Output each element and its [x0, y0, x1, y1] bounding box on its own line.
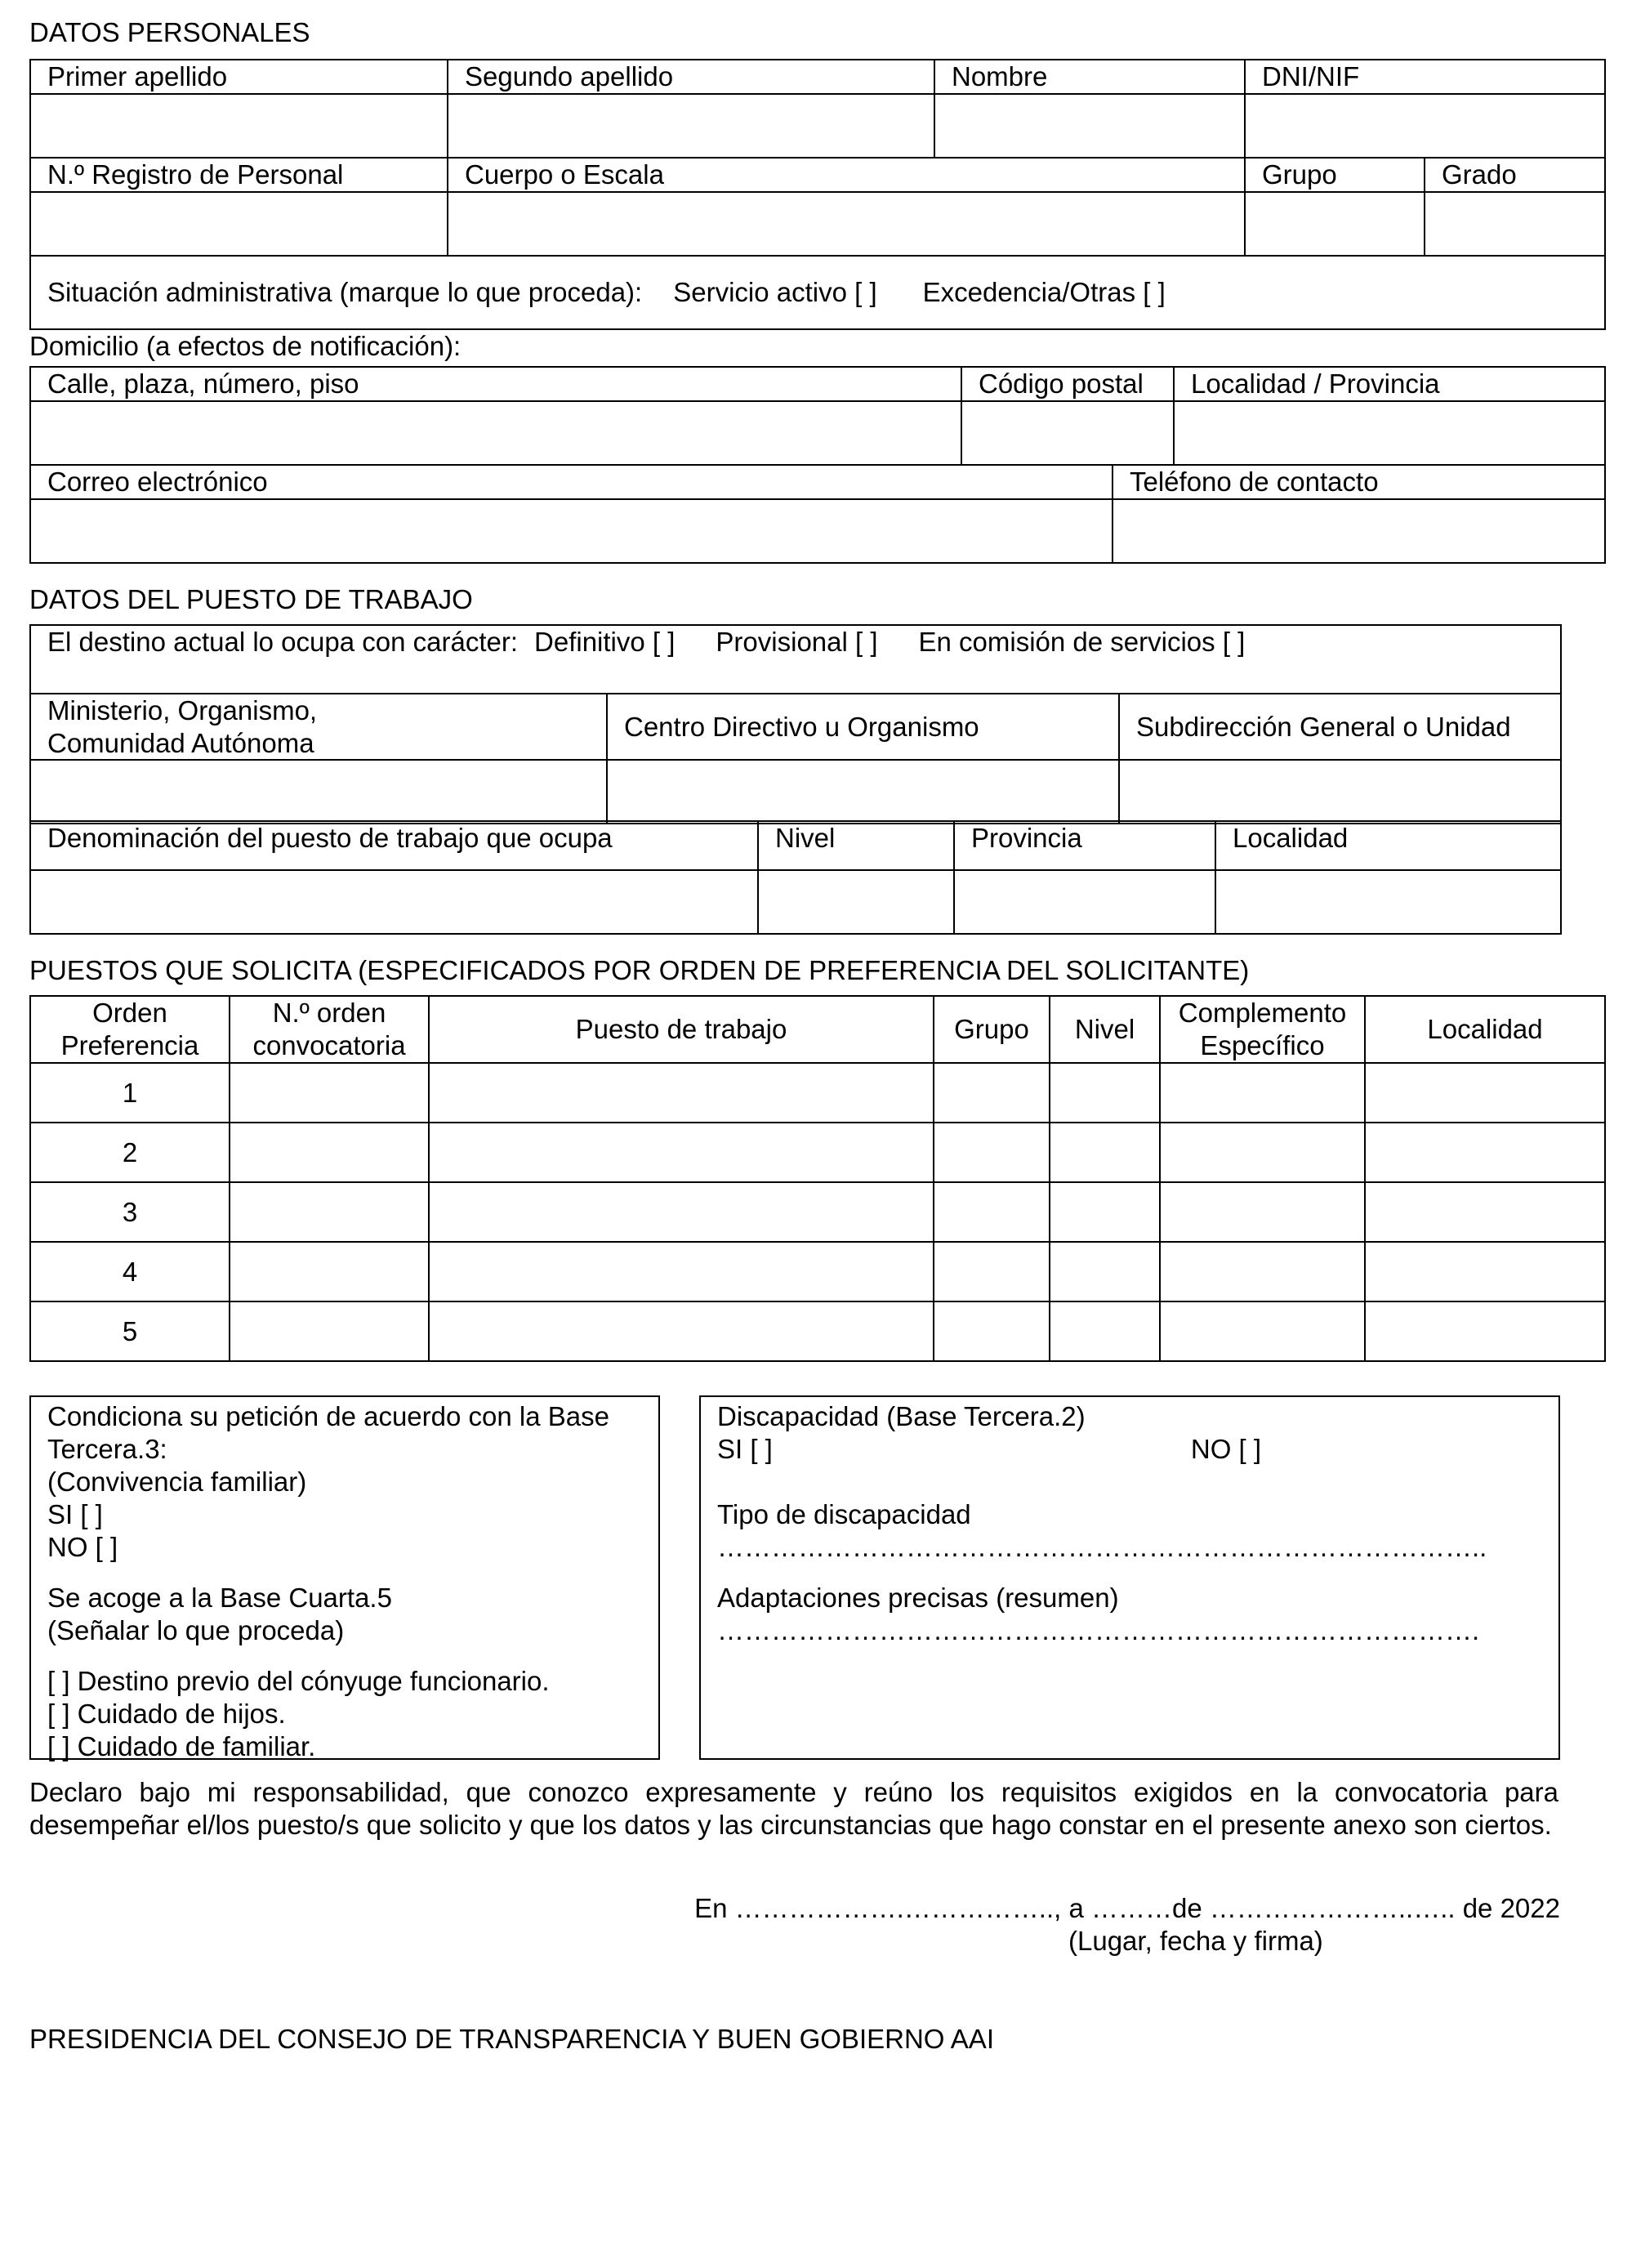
table-row [30, 1063, 1605, 1123]
cell-nivel[interactable] [1050, 1063, 1160, 1123]
cell-convocatoria[interactable] [230, 1301, 429, 1361]
cell-localidad[interactable] [1365, 1242, 1605, 1301]
situacion-administrativa [30, 256, 1605, 329]
field-subdireccion[interactable] [1119, 760, 1561, 824]
row-order: 3 [30, 1182, 230, 1242]
firma-label: (Lugar, fecha y firma) [1068, 1926, 1323, 1956]
table-row [30, 1123, 1605, 1182]
acoge-line1: Se acoge a la Base Cuarta.5 [47, 1583, 392, 1613]
label-correo: Correo electrónico [30, 465, 1113, 499]
checkbox-cuidado-familiar[interactable]: [ ] Cuidado de familiar. [47, 1731, 316, 1761]
cell-grupo[interactable] [934, 1242, 1050, 1301]
label-ministerio-line2: Comunidad Autónoma [47, 727, 314, 758]
field-primer-apellido[interactable] [30, 94, 448, 158]
cell-puesto[interactable] [429, 1301, 934, 1361]
header-orden-line2: Preferencia [60, 1030, 199, 1060]
footer-destinatario: PRESIDENCIA DEL CONSEJO DE TRANSPARENCIA Y BUEN GOBIERNO AAI [29, 2024, 994, 2054]
label-grado: Grado [1425, 158, 1605, 192]
field-nivel[interactable] [758, 870, 954, 934]
checkbox-servicio-activo[interactable]: Servicio activo [ ] [673, 277, 877, 308]
condiciona-line1: Condiciona su petición de acuerdo con la Base [47, 1401, 609, 1431]
cell-complemento[interactable] [1160, 1242, 1365, 1301]
header-convocatoria [230, 996, 429, 1063]
condiciona-box [29, 1395, 660, 1760]
puestos-solicita-table [29, 995, 1606, 1362]
label-dni: DNI/NIF [1245, 60, 1605, 94]
field-centro-directivo[interactable] [607, 760, 1119, 824]
condiciona-line3: (Convivencia familiar) [47, 1467, 307, 1497]
cell-complemento[interactable] [1160, 1123, 1365, 1182]
section-title-datos-personales: DATOS PERSONALES [29, 17, 310, 47]
header-nivel: Nivel [1050, 996, 1160, 1063]
cell-grupo[interactable] [934, 1182, 1050, 1242]
cell-nivel[interactable] [1050, 1242, 1160, 1301]
field-denominacion[interactable] [30, 870, 758, 934]
puesto-actual-table [29, 624, 1562, 824]
lugar-fecha-line[interactable]: En ……………….…………….., a ………de …………………..….. de 2022 [694, 1893, 1560, 1923]
section-title-puesto-trabajo: DATOS DEL PUESTO DE TRABAJO [29, 584, 473, 614]
cell-puesto[interactable] [429, 1242, 934, 1301]
cell-nivel[interactable] [1050, 1182, 1160, 1242]
header-convocatoria-line1: N.º orden [272, 998, 386, 1029]
label-centro-directivo: Centro Directivo u Organismo [607, 694, 1119, 760]
cell-puesto[interactable] [429, 1182, 934, 1242]
header-complemento-line2: Específico [1200, 1030, 1325, 1060]
declaration-text: Declaro bajo mi responsabilidad, que conozco expresamente y reúno los requisitos exigidos en la convocatoria para desempeñar el/los puesto/s que solicito y que los datos y las circunstancias que hago constar en el presente anexo son ciertos. [29, 1777, 1558, 1840]
label-provincia: Provincia [954, 821, 1215, 870]
header-orden-line1: Orden [92, 998, 167, 1029]
label-registro: N.º Registro de Personal [30, 158, 448, 192]
label-primer-apellido: Primer apellido [30, 60, 448, 94]
condiciona-line2: Tercera.3: [47, 1434, 167, 1464]
caracter-label: El destino actual lo ocupa con carácter: [47, 627, 519, 657]
table-row [30, 1242, 1605, 1301]
cell-complemento[interactable] [1160, 1063, 1365, 1123]
label-ministerio-line1: Ministerio, Organismo, [47, 695, 318, 725]
cell-convocatoria[interactable] [230, 1182, 429, 1242]
checkbox-discapacidad-no[interactable]: NO [ ] [1190, 1434, 1262, 1464]
checkbox-condiciona-no[interactable]: NO [ ] [47, 1532, 118, 1562]
checkbox-excedencia[interactable]: Excedencia/Otras [ ] [922, 277, 1166, 308]
field-telefono[interactable] [1113, 499, 1605, 563]
cell-convocatoria[interactable] [230, 1242, 429, 1301]
field-correo[interactable] [30, 499, 1113, 563]
cell-puesto[interactable] [429, 1063, 934, 1123]
field-localidad[interactable] [1215, 870, 1561, 934]
situacion-label: Situación administrativa (marque lo que proceda): [47, 277, 643, 308]
header-localidad: Localidad [1365, 996, 1605, 1063]
label-localidad: Localidad [1215, 821, 1561, 870]
row-order: 4 [30, 1242, 230, 1301]
header-convocatoria-line2: convocatoria [252, 1030, 406, 1060]
header-orden [30, 996, 230, 1063]
cell-complemento[interactable] [1160, 1301, 1365, 1361]
table-row [30, 1301, 1605, 1361]
checkbox-comision[interactable]: En comisión de servicios [ ] [918, 627, 1246, 657]
discapacidad-box [699, 1395, 1560, 1760]
acoge-line2: (Señalar lo que proceda) [47, 1615, 345, 1645]
label-nivel: Nivel [758, 821, 954, 870]
cell-complemento[interactable] [1160, 1182, 1365, 1242]
cell-convocatoria[interactable] [230, 1063, 429, 1123]
section-title-puestos-solicita: PUESTOS QUE SOLICITA (ESPECIFICADOS POR ORDEN DE PREFERENCIA DEL SOLICITANTE) [29, 955, 1250, 985]
adaptaciones-field[interactable]: …………………………………………………………………………. [717, 1615, 1480, 1645]
table-row [30, 1182, 1605, 1242]
checkbox-cuidado-hijos[interactable]: [ ] Cuidado de hijos. [47, 1699, 286, 1729]
header-complemento [1160, 996, 1365, 1063]
caracter-destino [30, 625, 1561, 694]
adaptaciones-label: Adaptaciones precisas (resumen) [717, 1583, 1119, 1613]
cell-nivel[interactable] [1050, 1301, 1160, 1361]
label-nombre: Nombre [934, 60, 1245, 94]
row-order: 5 [30, 1301, 230, 1361]
tipo-discapacidad-field[interactable]: ………………………………………………………………………….. [717, 1532, 1487, 1562]
field-localidad-provincia[interactable] [1174, 401, 1605, 465]
label-calle: Calle, plaza, número, piso [30, 367, 961, 401]
cell-nivel[interactable] [1050, 1123, 1160, 1182]
tipo-discapacidad-label: Tipo de discapacidad [717, 1499, 971, 1529]
field-cuerpo[interactable] [448, 192, 1245, 256]
domicilio-table [29, 366, 1606, 564]
row-order: 2 [30, 1123, 230, 1182]
cell-localidad[interactable] [1365, 1182, 1605, 1242]
cell-grupo[interactable] [934, 1123, 1050, 1182]
cell-grupo[interactable] [934, 1301, 1050, 1361]
field-nombre[interactable] [934, 94, 1245, 158]
discapacidad-options [717, 1433, 1542, 1466]
label-cuerpo: Cuerpo o Escala [448, 158, 1245, 192]
label-subdireccion: Subdirección General o Unidad [1119, 694, 1561, 760]
checkbox-discapacidad-si[interactable]: SI [ ] [717, 1434, 773, 1464]
domicilio-title: Domicilio (a efectos de notificación): [29, 331, 462, 361]
field-provincia[interactable] [954, 870, 1215, 934]
row-order: 1 [30, 1063, 230, 1123]
label-telefono: Teléfono de contacto [1113, 465, 1605, 499]
checkbox-provisional[interactable]: Provisional [ ] [716, 627, 878, 657]
cell-grupo[interactable] [934, 1063, 1050, 1123]
field-registro[interactable] [30, 192, 448, 256]
discapacidad-title: Discapacidad (Base Tercera.2) [717, 1401, 1086, 1431]
field-segundo-apellido[interactable] [448, 94, 934, 158]
field-grado[interactable] [1425, 192, 1605, 256]
cell-localidad[interactable] [1365, 1063, 1605, 1123]
cell-localidad[interactable] [1365, 1123, 1605, 1182]
label-denominacion: Denominación del puesto de trabajo que ocupa [30, 821, 758, 870]
header-grupo: Grupo [934, 996, 1050, 1063]
label-grupo: Grupo [1245, 158, 1425, 192]
puesto-actual-table-2 [29, 820, 1562, 935]
field-ministerio[interactable] [30, 760, 607, 824]
header-puesto: Puesto de trabajo [429, 996, 934, 1063]
cell-puesto[interactable] [429, 1123, 934, 1182]
checkbox-definitivo[interactable]: Definitivo [ ] [534, 627, 676, 657]
field-grupo[interactable] [1245, 192, 1425, 256]
label-ministerio [30, 694, 607, 760]
field-dni[interactable] [1245, 94, 1605, 158]
header-complemento-line1: Complemento [1178, 998, 1347, 1029]
cell-localidad[interactable] [1365, 1301, 1605, 1361]
label-segundo-apellido: Segundo apellido [448, 60, 934, 94]
personal-data-table [29, 59, 1606, 330]
label-codigo-postal: Código postal [961, 367, 1174, 401]
field-codigo-postal[interactable] [961, 401, 1174, 465]
cell-convocatoria[interactable] [230, 1123, 429, 1182]
label-localidad-provincia: Localidad / Provincia [1174, 367, 1605, 401]
field-calle[interactable] [30, 401, 961, 465]
checkbox-destino-conyuge[interactable]: [ ] Destino previo del cónyuge funcionario. [47, 1666, 550, 1696]
checkbox-condiciona-si[interactable]: SI [ ] [47, 1499, 103, 1529]
